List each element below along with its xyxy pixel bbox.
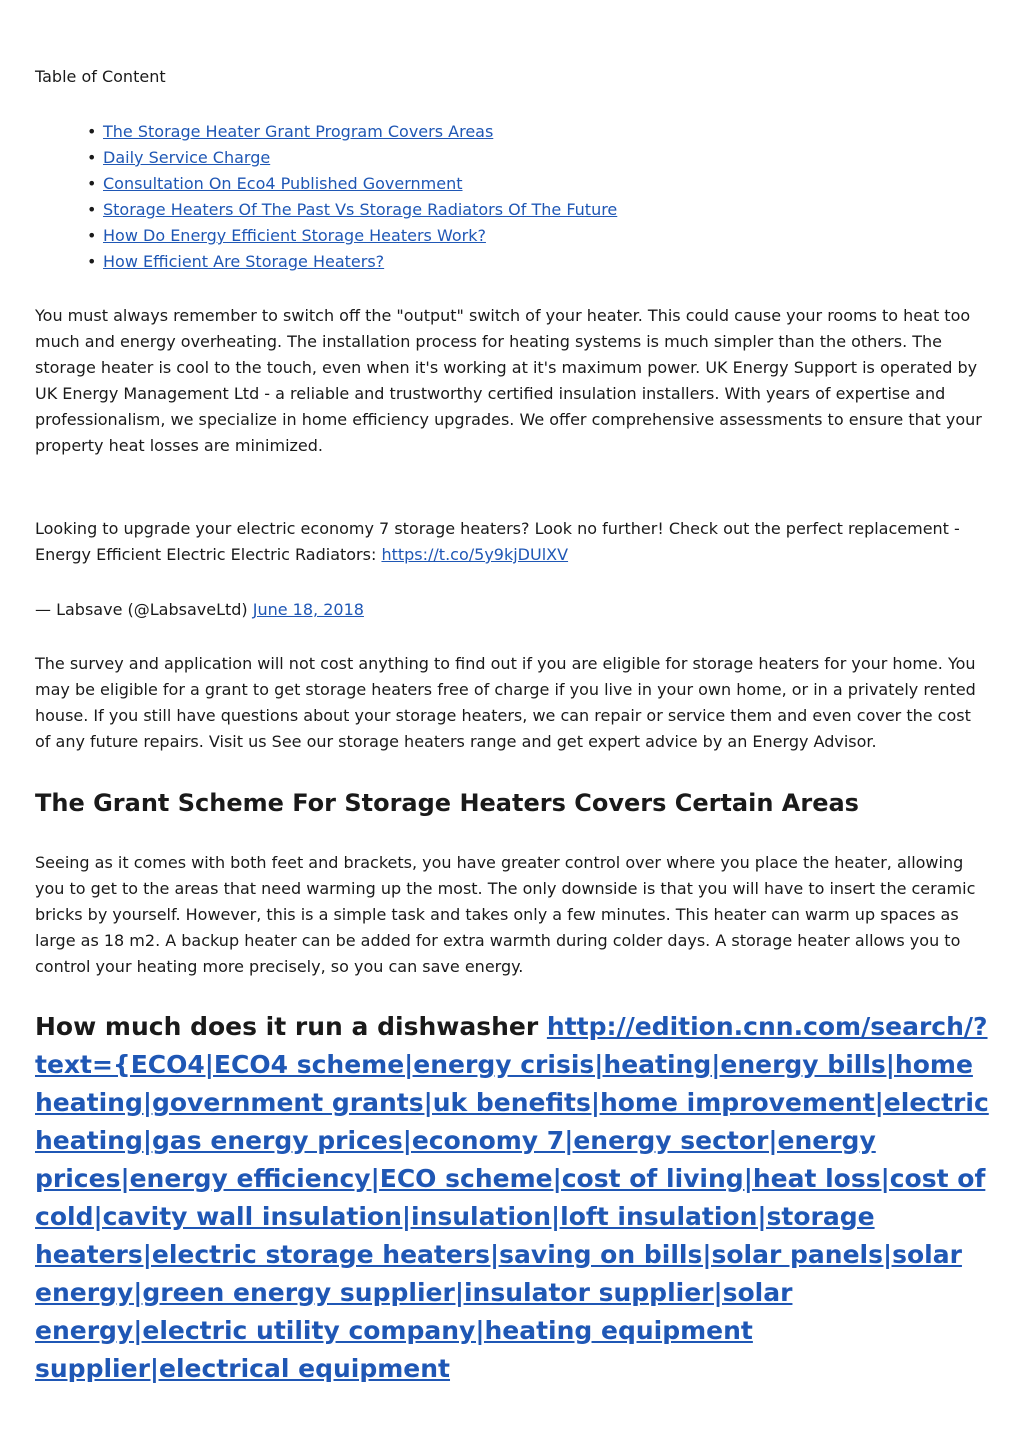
toc-list xyxy=(87,119,617,275)
toc-link-how-efficient[interactable]: How Efficient Are Storage Heaters? xyxy=(103,252,385,271)
tweet-author: — Labsave (@LabsaveLtd) xyxy=(35,600,253,619)
heading-dishwasher-link[interactable]: http://edition.cnn.com/search/?text={ECO4|ECO4 scheme|energy crisis|heating|energy bills|home heating|government grants|uk benefits|home improvement|electric heating|gas energy prices|economy 7|energy sector|energy prices|energy efficiency|ECO scheme|cost of living|heat loss|cost of cold|cavity wall insulation|insulation|loft insulation|storage heaters|electric storage heaters|saving on bills|solar panels|solar energy|green energy supplier|insulator supplier|solar energy|electric utility company|heating equipment supplier|electrical equipment xyxy=(35,1012,989,1383)
toc-link-past-vs-future[interactable]: Storage Heaters Of The Past Vs Storage Radiators Of The Future xyxy=(103,200,618,219)
toc-item xyxy=(87,223,617,249)
toc-link-grant-program[interactable]: The Storage Heater Grant Program Covers Areas xyxy=(103,122,494,141)
toc-link-daily-service-charge[interactable]: Daily Service Charge xyxy=(103,148,271,167)
tweet-date-link[interactable]: June 18, 2018 xyxy=(252,600,364,619)
paragraph-survey: The survey and application will not cost anything to find out if you are eligible for storage heaters for your home. You may be eligible for a grant to get storage heaters free of charge if you live in your own home, or in a privately rented house. If you still have questions about your storage heaters, we can repair or service them and even cover the cost of any future repairs. Visit us See our storage heaters range and get expert advice by an Energy Advisor. xyxy=(35,654,976,751)
toc-item xyxy=(87,119,617,145)
toc-item xyxy=(87,171,617,197)
toc-item xyxy=(87,197,617,223)
paragraph-output-switch: You must always remember to switch off the "output" switch of your heater. This could cause your rooms to heat too much and energy overheating. The installation process for heating systems is much simpler than the others. The storage heater is cool to the touch, even when it's working at it's maximum power. UK Energy Support is operated by UK Energy Management Ltd - a reliable and trustworthy certified insulation installers. With years of expertise and professionalism, we specialize in home efficiency upgrades. We offer comprehensive assessments to ensure that your property heat losses are minimized. xyxy=(35,306,982,455)
toc-item xyxy=(87,249,617,275)
heading-grant-scheme: The Grant Scheme For Storage Heaters Covers Certain Areas xyxy=(35,789,859,817)
toc-link-how-do-work[interactable]: How Do Energy Efficient Storage Heaters Work? xyxy=(103,226,486,245)
toc-item xyxy=(87,145,617,171)
toc-title: Table of Content xyxy=(35,67,166,86)
tweet-text: Looking to upgrade your electric economy 7 storage heaters? Look no further! Check out the perfect replacement - Energy Efficient Electric Electric Radiators: xyxy=(35,519,960,564)
tweet-attribution xyxy=(35,597,990,623)
tweet-link[interactable]: https://t.co/5y9kjDUlXV xyxy=(381,545,569,564)
tweet-quote xyxy=(35,516,990,568)
toc-link-consultation-eco4[interactable]: Consultation On Eco4 Published Government xyxy=(103,174,463,193)
heading-dishwasher-text: How much does it run a dishwasher xyxy=(35,1012,547,1041)
heading-dishwasher xyxy=(35,1008,990,1388)
paragraph-feet-brackets: Seeing as it comes with both feet and brackets, you have greater control over where you place the heater, allowing you to get to the areas that need warming up the most. The only downside is that you will have to insert the ceramic bricks by yourself. However, this is a simple task and takes only a few minutes. This heater can warm up spaces as large as 18 m2. A backup heater can be added for extra warmth during colder days. A storage heater allows you to control your heating more precisely, so you can save energy. xyxy=(35,853,976,976)
